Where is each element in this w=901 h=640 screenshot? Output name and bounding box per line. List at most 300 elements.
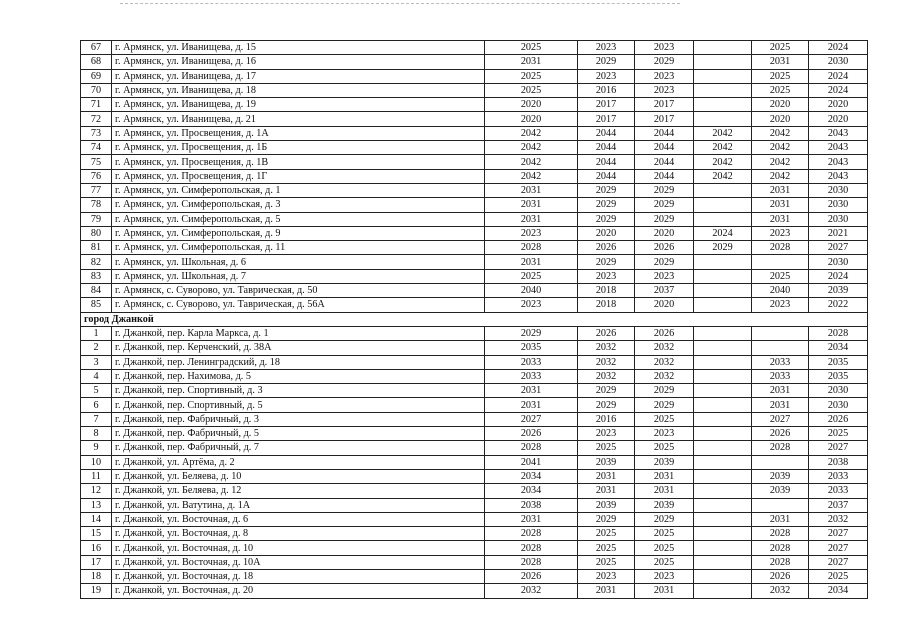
year-cell-3: 2017 [635,98,694,112]
year-cell-6: 2034 [809,584,868,598]
year-cell-2: 2026 [578,241,635,255]
schedule-table [80,40,868,599]
year-cell-2: 2029 [578,55,635,69]
table-row [81,141,868,155]
year-cell-1: 2038 [485,498,578,512]
address-cell: г. Джанкой, пер. Ленинградский, д. 18 [112,355,485,369]
year-cell-2: 2025 [578,441,635,455]
row-number: 1 [81,326,112,340]
year-cell-4 [694,455,752,469]
address-cell: г. Армянск, ул. Просвещения, д. 1В [112,155,485,169]
year-cell-2: 2039 [578,498,635,512]
year-cell-2: 2031 [578,469,635,483]
year-cell-2: 2029 [578,212,635,226]
table-row [81,55,868,69]
year-cell-4 [694,498,752,512]
year-cell-3: 2031 [635,584,694,598]
address-cell: г. Джанкой, пер. Керченский, д. 38А [112,341,485,355]
address-cell: г. Армянск, ул. Иванищева, д. 15 [112,41,485,55]
address-cell: г. Джанкой, пер. Фабричный, д. 5 [112,427,485,441]
year-cell-5: 2039 [752,484,809,498]
year-cell-3: 2023 [635,69,694,83]
year-cell-2: 2023 [578,569,635,583]
address-cell: г. Армянск, ул. Просвещения, д. 1Б [112,141,485,155]
row-number: 2 [81,341,112,355]
year-cell-5: 2026 [752,569,809,583]
year-cell-1: 2031 [485,512,578,526]
year-cell-5: 2032 [752,584,809,598]
year-cell-2: 2018 [578,284,635,298]
year-cell-1: 2031 [485,255,578,269]
year-cell-2: 2018 [578,298,635,312]
year-cell-3: 2032 [635,369,694,383]
row-number: 4 [81,369,112,383]
table-row [81,584,868,598]
year-cell-2: 2029 [578,512,635,526]
year-cell-5: 2028 [752,241,809,255]
row-number: 74 [81,141,112,155]
address-cell: г. Джанкой, ул. Восточная, д. 8 [112,527,485,541]
address-cell: г. Армянск, ул. Симферопольская, д. 3 [112,198,485,212]
year-cell-5: 2028 [752,541,809,555]
row-number: 15 [81,527,112,541]
year-cell-6: 2034 [809,341,868,355]
year-cell-3: 2023 [635,569,694,583]
year-cell-1: 2023 [485,226,578,240]
year-cell-5 [752,455,809,469]
year-cell-5: 2033 [752,355,809,369]
table-row [81,198,868,212]
year-cell-2: 2029 [578,384,635,398]
year-cell-5: 2033 [752,369,809,383]
year-cell-5 [752,255,809,269]
table-row [81,226,868,240]
row-number: 69 [81,69,112,83]
year-cell-6: 2024 [809,41,868,55]
year-cell-4 [694,584,752,598]
year-cell-4 [694,183,752,197]
row-number: 16 [81,541,112,555]
year-cell-6: 2028 [809,326,868,340]
year-cell-1: 2027 [485,412,578,426]
year-cell-1: 2025 [485,83,578,97]
year-cell-1: 2025 [485,69,578,83]
address-cell: г. Джанкой, пер. Фабричный, д. 7 [112,441,485,455]
year-cell-3: 2026 [635,326,694,340]
row-number: 84 [81,284,112,298]
year-cell-6: 2030 [809,198,868,212]
year-cell-4: 2029 [694,241,752,255]
table-row [81,398,868,412]
row-number: 82 [81,255,112,269]
row-number: 10 [81,455,112,469]
table-row [81,541,868,555]
year-cell-6: 2030 [809,212,868,226]
year-cell-4 [694,398,752,412]
address-cell: г. Джанкой, ул. Восточная, д. 20 [112,584,485,598]
year-cell-5: 2028 [752,555,809,569]
address-cell: г. Армянск, ул. Иванищева, д. 16 [112,55,485,69]
year-cell-6: 2035 [809,369,868,383]
section-title: город Джанкой [81,312,868,326]
address-cell: г. Армянск, ул. Симферопольская, д. 9 [112,226,485,240]
row-number: 70 [81,83,112,97]
address-cell: г. Джанкой, ул. Беляева, д. 10 [112,469,485,483]
table-row [81,126,868,140]
year-cell-6: 2020 [809,98,868,112]
year-cell-3: 2029 [635,398,694,412]
year-cell-2: 2017 [578,112,635,126]
year-cell-4 [694,484,752,498]
address-cell: г. Армянск, ул. Симферопольская, д. 1 [112,183,485,197]
year-cell-4 [694,198,752,212]
year-cell-4 [694,269,752,283]
year-cell-6: 2024 [809,83,868,97]
address-cell: г. Армянск, с. Суворово, ул. Таврическая, д. 56А [112,298,485,312]
year-cell-2: 2044 [578,141,635,155]
year-cell-5: 2031 [752,198,809,212]
table-row [81,155,868,169]
row-number: 12 [81,484,112,498]
row-number: 71 [81,98,112,112]
year-cell-3: 2039 [635,498,694,512]
address-cell: г. Армянск, ул. Симферопольская, д. 5 [112,212,485,226]
year-cell-6: 2025 [809,569,868,583]
table-row [81,569,868,583]
address-cell: г. Армянск, ул. Иванищева, д. 17 [112,69,485,83]
year-cell-1: 2042 [485,126,578,140]
row-number: 77 [81,183,112,197]
year-cell-2: 2039 [578,455,635,469]
table-body [81,41,868,599]
year-cell-4 [694,298,752,312]
year-cell-5: 2020 [752,112,809,126]
address-cell: г. Джанкой, ул. Беляева, д. 12 [112,484,485,498]
year-cell-2: 2032 [578,341,635,355]
year-cell-6: 2024 [809,69,868,83]
year-cell-4 [694,427,752,441]
address-cell: г. Джанкой, ул. Восточная, д. 10 [112,541,485,555]
row-number: 19 [81,584,112,598]
year-cell-2: 2029 [578,198,635,212]
row-number: 81 [81,241,112,255]
year-cell-3: 2029 [635,212,694,226]
year-cell-1: 2031 [485,183,578,197]
row-number: 78 [81,198,112,212]
year-cell-6: 2024 [809,269,868,283]
year-cell-1: 2028 [485,441,578,455]
table-row [81,555,868,569]
year-cell-2: 2025 [578,541,635,555]
year-cell-5: 2042 [752,126,809,140]
year-cell-5: 2042 [752,169,809,183]
year-cell-6: 2043 [809,169,868,183]
row-number: 18 [81,569,112,583]
address-cell: г. Джанкой, ул. Восточная, д. 18 [112,569,485,583]
year-cell-4: 2024 [694,226,752,240]
year-cell-6: 2021 [809,226,868,240]
year-cell-6: 2030 [809,55,868,69]
table-row [81,298,868,312]
year-cell-1: 2031 [485,55,578,69]
year-cell-5: 2039 [752,469,809,483]
year-cell-1: 2028 [485,541,578,555]
table-row [81,69,868,83]
year-cell-3: 2020 [635,298,694,312]
row-number: 83 [81,269,112,283]
address-cell: г. Армянск, с. Суворово, ул. Таврическая, д. 50 [112,284,485,298]
year-cell-1: 2020 [485,98,578,112]
year-cell-2: 2017 [578,98,635,112]
year-cell-6: 2039 [809,284,868,298]
year-cell-6: 2027 [809,555,868,569]
year-cell-6: 2038 [809,455,868,469]
table-row [81,255,868,269]
table-row [81,98,868,112]
year-cell-3: 2029 [635,384,694,398]
year-cell-5: 2028 [752,527,809,541]
year-cell-6: 2027 [809,441,868,455]
table-row [81,469,868,483]
year-cell-1: 2025 [485,269,578,283]
year-cell-5: 2023 [752,226,809,240]
year-cell-5: 2026 [752,427,809,441]
year-cell-2: 2029 [578,255,635,269]
year-cell-6: 2030 [809,398,868,412]
year-cell-4 [694,212,752,226]
year-cell-6: 2043 [809,126,868,140]
row-number: 11 [81,469,112,483]
year-cell-1: 2025 [485,41,578,55]
year-cell-4 [694,55,752,69]
table-row [81,326,868,340]
year-cell-6: 2030 [809,255,868,269]
year-cell-1: 2042 [485,169,578,183]
address-cell: г. Джанкой, ул. Восточная, д. 10А [112,555,485,569]
year-cell-1: 2028 [485,241,578,255]
year-cell-3: 2025 [635,441,694,455]
table-row [81,384,868,398]
year-cell-4: 2042 [694,155,752,169]
row-number: 5 [81,384,112,398]
year-cell-3: 2023 [635,41,694,55]
year-cell-6: 2037 [809,498,868,512]
year-cell-5: 2028 [752,441,809,455]
table-row [81,412,868,426]
year-cell-5: 2042 [752,141,809,155]
year-cell-2: 2023 [578,269,635,283]
year-cell-6: 2030 [809,183,868,197]
year-cell-4 [694,527,752,541]
year-cell-5: 2031 [752,398,809,412]
row-number: 73 [81,126,112,140]
year-cell-5: 2023 [752,298,809,312]
year-cell-4: 2042 [694,141,752,155]
year-cell-1: 2020 [485,112,578,126]
year-cell-6: 2020 [809,112,868,126]
year-cell-1: 2031 [485,398,578,412]
year-cell-1: 2028 [485,555,578,569]
year-cell-3: 2023 [635,269,694,283]
row-number: 9 [81,441,112,455]
table-row [81,112,868,126]
year-cell-5: 2031 [752,384,809,398]
year-cell-3: 2031 [635,484,694,498]
row-number: 8 [81,427,112,441]
row-number: 14 [81,512,112,526]
table-row [81,83,868,97]
year-cell-1: 2026 [485,427,578,441]
year-cell-2: 2025 [578,527,635,541]
table-row [81,41,868,55]
year-cell-3: 2037 [635,284,694,298]
year-cell-2: 2025 [578,555,635,569]
address-cell: г. Армянск, ул. Иванищева, д. 19 [112,98,485,112]
year-cell-4 [694,112,752,126]
table-row [81,183,868,197]
row-number: 3 [81,355,112,369]
year-cell-6: 2033 [809,484,868,498]
year-cell-4 [694,341,752,355]
year-cell-3: 2039 [635,455,694,469]
year-cell-3: 2029 [635,512,694,526]
year-cell-6: 2043 [809,141,868,155]
address-cell: г. Армянск, ул. Школьная, д. 6 [112,255,485,269]
year-cell-3: 2026 [635,241,694,255]
table-row [81,241,868,255]
year-cell-1: 2034 [485,469,578,483]
year-cell-3: 2017 [635,112,694,126]
year-cell-5: 2025 [752,41,809,55]
address-cell: г. Джанкой, пер. Карла Маркса, д. 1 [112,326,485,340]
address-cell: г. Армянск, ул. Симферопольская, д. 11 [112,241,485,255]
year-cell-1: 2035 [485,341,578,355]
row-number: 7 [81,412,112,426]
year-cell-3: 2025 [635,527,694,541]
table-row [81,512,868,526]
year-cell-4 [694,555,752,569]
year-cell-5: 2031 [752,512,809,526]
year-cell-5: 2025 [752,83,809,97]
year-cell-2: 2044 [578,126,635,140]
year-cell-4 [694,326,752,340]
section-header-row [81,312,868,326]
year-cell-1: 2033 [485,369,578,383]
address-cell: г. Армянск, ул. Иванищева, д. 21 [112,112,485,126]
year-cell-3: 2044 [635,169,694,183]
year-cell-3: 2025 [635,412,694,426]
year-cell-2: 2044 [578,155,635,169]
year-cell-1: 2028 [485,527,578,541]
year-cell-1: 2031 [485,198,578,212]
year-cell-2: 2023 [578,69,635,83]
year-cell-5: 2020 [752,98,809,112]
year-cell-4 [694,255,752,269]
year-cell-1: 2042 [485,155,578,169]
year-cell-4 [694,41,752,55]
table-row [81,212,868,226]
year-cell-4 [694,412,752,426]
table-row [81,355,868,369]
year-cell-2: 2044 [578,169,635,183]
year-cell-1: 2042 [485,141,578,155]
year-cell-3: 2044 [635,155,694,169]
row-number: 85 [81,298,112,312]
row-number: 6 [81,398,112,412]
year-cell-6: 2030 [809,384,868,398]
year-cell-2: 2026 [578,326,635,340]
address-cell: г. Армянск, ул. Школьная, д. 7 [112,269,485,283]
year-cell-1: 2029 [485,326,578,340]
address-cell: г. Джанкой, пер. Спортивный, д. 3 [112,384,485,398]
year-cell-4 [694,541,752,555]
year-cell-6: 2043 [809,155,868,169]
year-cell-1: 2026 [485,569,578,583]
year-cell-2: 2016 [578,412,635,426]
year-cell-6: 2026 [809,412,868,426]
table-row [81,284,868,298]
year-cell-2: 2020 [578,226,635,240]
row-number: 67 [81,41,112,55]
row-number: 13 [81,498,112,512]
year-cell-4 [694,355,752,369]
table-row [81,527,868,541]
year-cell-4 [694,512,752,526]
year-cell-5: 2027 [752,412,809,426]
address-cell: г. Джанкой, пер. Спортивный, д. 5 [112,398,485,412]
address-cell: г. Армянск, ул. Просвещения, д. 1А [112,126,485,140]
year-cell-3: 2025 [635,541,694,555]
table-row [81,498,868,512]
address-cell: г. Джанкой, ул. Артёма, д. 2 [112,455,485,469]
row-number: 76 [81,169,112,183]
year-cell-2: 2032 [578,369,635,383]
year-cell-1: 2041 [485,455,578,469]
year-cell-3: 2029 [635,255,694,269]
year-cell-4 [694,284,752,298]
year-cell-6: 2032 [809,512,868,526]
year-cell-5: 2042 [752,155,809,169]
year-cell-3: 2029 [635,183,694,197]
address-cell: г. Джанкой, пер. Нахимова, д. 5 [112,369,485,383]
year-cell-2: 2031 [578,484,635,498]
year-cell-3: 2023 [635,427,694,441]
year-cell-1: 2034 [485,484,578,498]
year-cell-2: 2029 [578,183,635,197]
year-cell-6: 2027 [809,527,868,541]
year-cell-6: 2027 [809,541,868,555]
year-cell-1: 2040 [485,284,578,298]
page-top-divider [120,3,680,4]
table-row [81,369,868,383]
row-number: 79 [81,212,112,226]
year-cell-5 [752,326,809,340]
year-cell-6: 2022 [809,298,868,312]
year-cell-5: 2031 [752,212,809,226]
row-number: 17 [81,555,112,569]
year-cell-3: 2032 [635,355,694,369]
table-row [81,341,868,355]
address-cell: г. Джанкой, пер. Фабричный, д. 3 [112,412,485,426]
table-row [81,169,868,183]
table-row [81,484,868,498]
year-cell-3: 2029 [635,198,694,212]
year-cell-1: 2033 [485,355,578,369]
year-cell-6: 2027 [809,241,868,255]
year-cell-1: 2031 [485,212,578,226]
year-cell-1: 2031 [485,384,578,398]
year-cell-3: 2044 [635,126,694,140]
